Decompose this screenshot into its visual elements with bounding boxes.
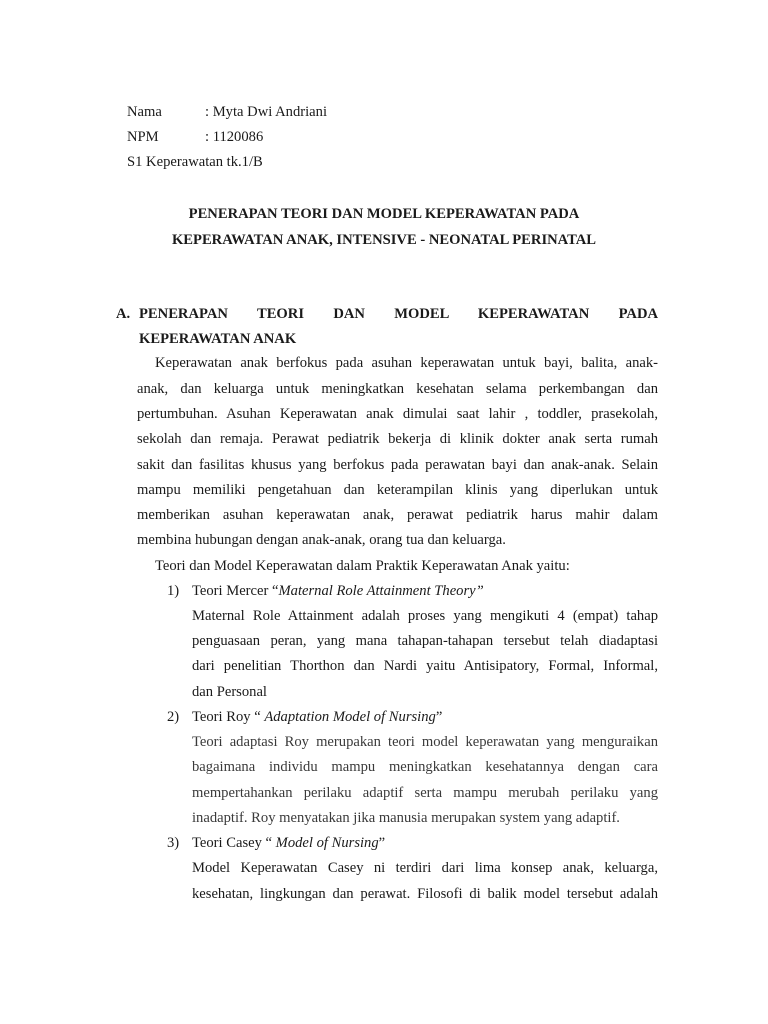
heading-text: Teori Casey “ <box>192 835 276 851</box>
heading-word: PADA <box>618 306 659 322</box>
heading-text: Teori Roy “ <box>192 709 265 725</box>
list-item-heading <box>192 581 484 601</box>
paragraph-line: Keperawatan anak berfokus pada asuhan keperawatan untuk bayi, balita, anak- <box>155 355 658 371</box>
list-item-text: kesehatan, lingkungan dan perawat. Filosofi di balik model tersebut adalah <box>192 886 658 902</box>
heading-word: DAN <box>333 306 365 322</box>
heading-close-quote: ” <box>378 835 386 851</box>
heading-word: PENERAPAN <box>139 306 228 322</box>
list-item-text: mempertahankan perilaku adaptif serta mampu merubah perilaku yang <box>192 785 658 801</box>
paragraph-line: sakit dan fasilitas khusus yang berfokus pada perawatan bayi dan anak-anak. Selain <box>137 457 658 473</box>
npm-label: NPM <box>127 129 159 145</box>
list-item-text: Model Keperawatan Casey ni terdiri dari lima konsep anak, keluarga, <box>192 860 658 876</box>
section-heading-line1 <box>139 304 658 324</box>
list-item-text: inadaptif. Roy menyatakan jika manusia merupakan system yang adaptif. <box>192 810 620 826</box>
npm-row <box>127 127 263 147</box>
class-line: S1 Keperawatan tk.1/B <box>127 154 263 170</box>
paragraph-line: anak, dan keluarga untuk meningkatkan kesehatan selama perkembangan dan <box>137 381 658 397</box>
list-number: 1) <box>167 583 180 599</box>
list-item-heading <box>192 707 442 727</box>
list-item-heading <box>192 833 385 853</box>
npm-value: : 1120086 <box>205 129 264 145</box>
heading-text: Teori Mercer “ <box>192 583 279 599</box>
list-item-text: dari penelitian Thorthon dan Nardi yaitu Antisipatory, Formal, Informal, <box>192 658 658 674</box>
document-title-line1: PENERAPAN TEORI DAN MODEL KEPERAWATAN PADA <box>188 206 580 222</box>
heading-close-quote: ” <box>475 583 484 599</box>
name-label: Nama <box>127 104 162 120</box>
theory-name: Adaptation Model of Nursing <box>264 709 436 725</box>
paragraph-line: sekolah dan remaja. Perawat pediatrik bekerja di klinik dokter anak serta rumah <box>137 431 658 447</box>
list-intro: Teori dan Model Keperawatan dalam Praktik Keperawatan Anak yaitu: <box>155 558 570 574</box>
list-number: 3) <box>167 835 180 851</box>
heading-word: KEPERAWATAN <box>477 306 590 322</box>
document-title-line2: KEPERAWATAN ANAK, INTENSIVE - NEONATAL PERINATAL <box>171 232 597 248</box>
name-row <box>127 102 327 122</box>
theory-name: Model of Nursing <box>275 835 379 851</box>
list-item-text: dan Personal <box>192 684 267 700</box>
paragraph-line: mampu memiliki pengetahuan dan keterampilan klinis yang diperlukan untuk <box>137 482 658 498</box>
heading-word: TEORI <box>256 306 305 322</box>
paragraph-line: pertumbuhan. Asuhan Keperawatan anak dimulai saat lahir , toddler, prasekolah, <box>137 406 658 422</box>
list-item-text: penguasaan peran, yang mana tahapan-tahapan tersebut telah diadaptasi <box>192 633 658 649</box>
section-marker: A. <box>116 306 131 322</box>
paragraph-line: memberikan asuhan keperawatan anak, perawat pediatrik harus mahir dalam <box>137 507 658 523</box>
section-heading-line2: KEPERAWATAN ANAK <box>139 331 297 347</box>
heading-close-quote: ” <box>435 709 443 725</box>
list-number: 2) <box>167 709 180 725</box>
list-item-text: bagaimana individu mampu meningkatkan kesehatannya dengan cara <box>192 759 658 775</box>
name-value: : Myta Dwi Andriani <box>205 104 328 120</box>
heading-word: MODEL <box>394 306 449 322</box>
theory-name: Maternal Role Attainment Theory <box>278 583 476 599</box>
paragraph-line: membina hubungan dengan anak-anak, orang tua dan keluarga. <box>137 532 506 548</box>
list-item-text: Maternal Role Attainment adalah proses yang mengikuti 4 (empat) tahap <box>192 608 658 624</box>
list-item-text: Teori adaptasi Roy merupakan teori model keperawatan yang menguraikan <box>192 734 658 750</box>
